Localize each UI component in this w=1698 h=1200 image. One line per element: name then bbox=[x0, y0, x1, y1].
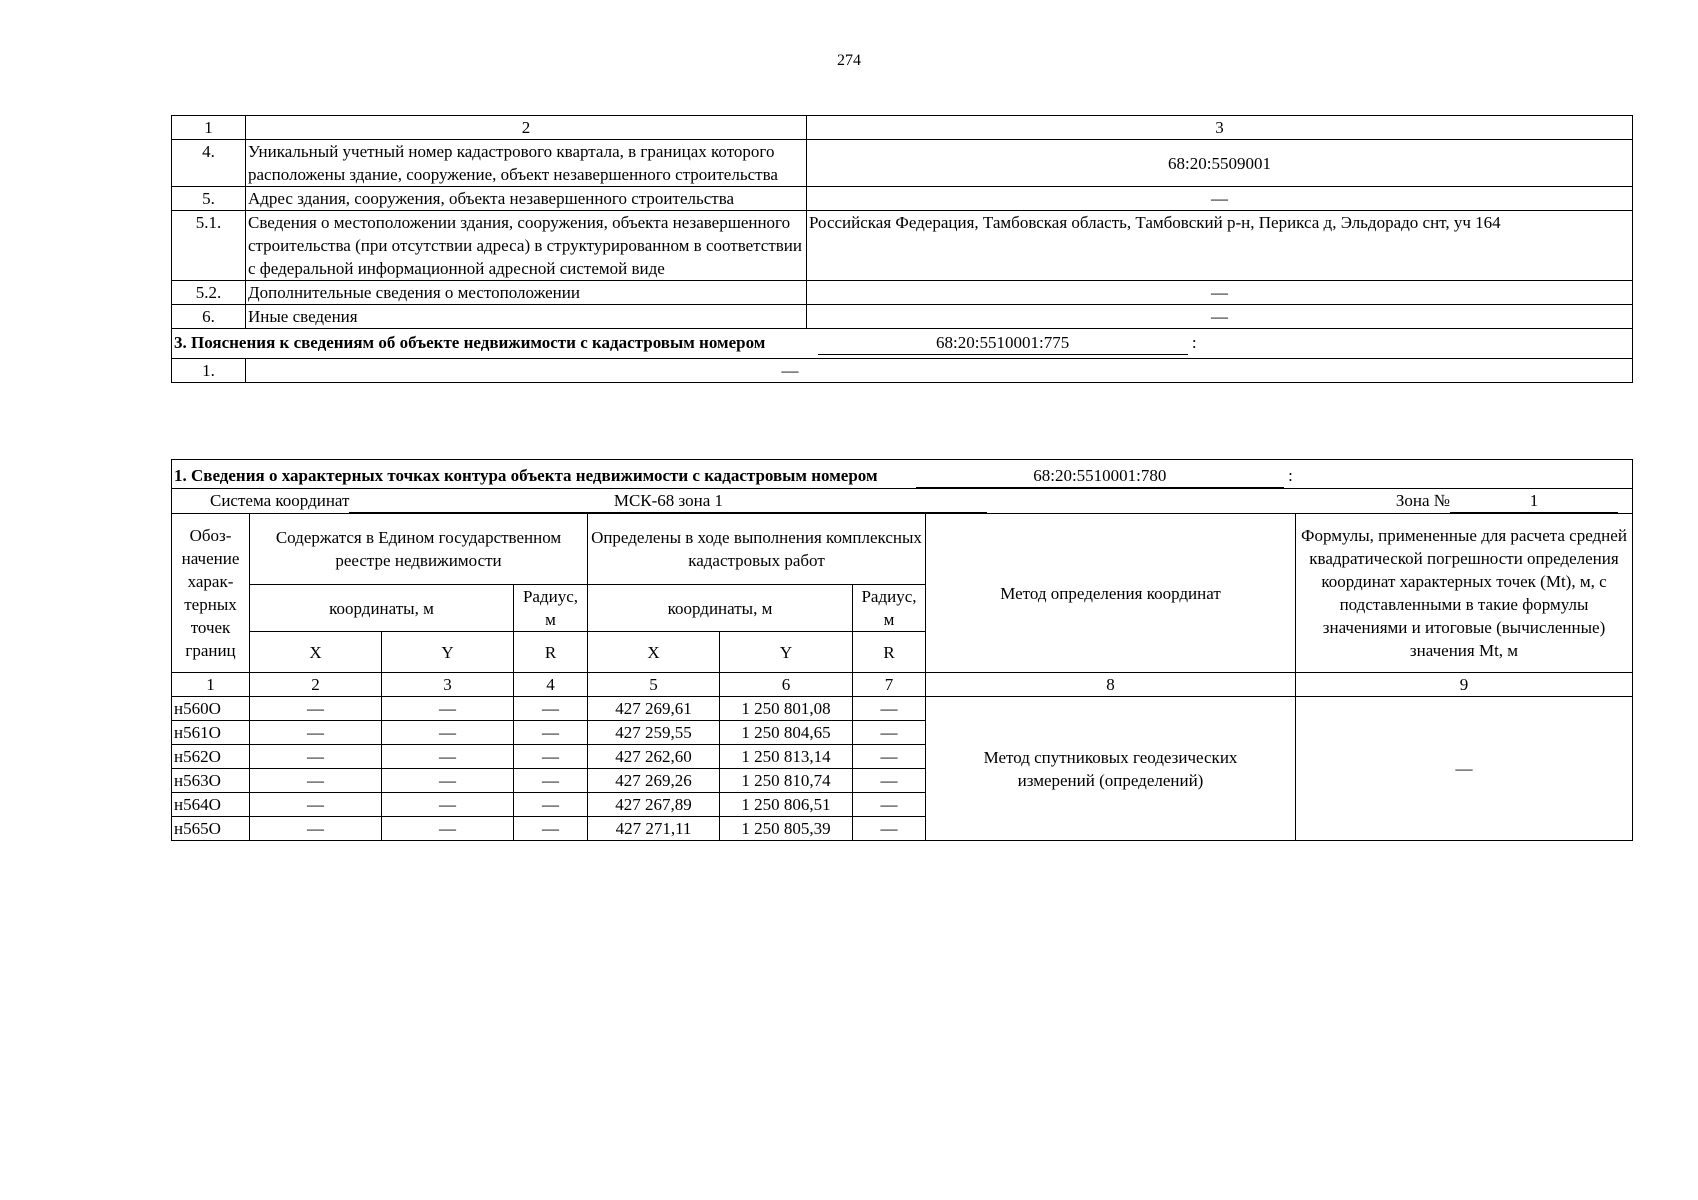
r-header: R bbox=[514, 632, 588, 673]
col-number: 7 bbox=[853, 673, 926, 697]
coords-header: координаты, м bbox=[588, 585, 853, 632]
kkr-x: 427 259,55 bbox=[588, 721, 720, 745]
radius-header: Радиус, м bbox=[514, 585, 588, 632]
kkr-header: Определены в ходе выполнения комплексных кадастровых работ bbox=[588, 514, 926, 585]
kkr-x: 427 267,89 bbox=[588, 793, 720, 817]
col-number: 8 bbox=[926, 673, 1296, 697]
row-number: 5.2. bbox=[172, 281, 246, 305]
table-row bbox=[172, 140, 1633, 187]
egrn-header: Содержатся в Едином государственном реестре недвижимости bbox=[250, 514, 588, 585]
table-row bbox=[172, 697, 1633, 721]
kkr-r: — bbox=[853, 745, 926, 769]
row-label: Уникальный учетный номер кадастрового квартала, в границах которого расположены здание, сооружение, объект незавершенного строительства bbox=[246, 140, 807, 187]
object-info-table bbox=[171, 115, 1633, 383]
egrn-y: — bbox=[382, 721, 514, 745]
col-number: 1 bbox=[172, 116, 246, 140]
row-number: 4. bbox=[172, 140, 246, 187]
egrn-y: — bbox=[382, 817, 514, 841]
col-number: 2 bbox=[246, 116, 807, 140]
kkr-r: — bbox=[853, 769, 926, 793]
col-number: 1 bbox=[172, 673, 250, 697]
point-id: н563О bbox=[172, 769, 250, 793]
x-header: X bbox=[588, 632, 720, 673]
coords-header: координаты, м bbox=[250, 585, 514, 632]
designation-header: Обоз-начение харак-терных точек границ bbox=[172, 514, 250, 673]
header-row-1 bbox=[172, 514, 1633, 585]
row-number: 6. bbox=[172, 305, 246, 329]
row-value: — bbox=[807, 187, 1633, 211]
row-value: — bbox=[246, 359, 1633, 383]
col-number: 2 bbox=[250, 673, 382, 697]
page-number: 274 bbox=[837, 52, 861, 69]
kkr-x: 427 269,26 bbox=[588, 769, 720, 793]
section3-title: 3. Пояснения к сведениям об объекте недвижимости с кадастровым номером bbox=[174, 333, 766, 352]
egrn-x: — bbox=[250, 769, 382, 793]
egrn-r: — bbox=[514, 793, 588, 817]
kkr-y: 1 250 810,74 bbox=[720, 769, 853, 793]
row-label: Сведения о местоположении здания, сооружения, объекта незавершенного строительства (при отсутствии адреса) в структурированном в соответствии с федеральной информационной адресной системой виде bbox=[246, 211, 807, 281]
radius-header: Радиус, м bbox=[853, 585, 926, 632]
row-number: 5. bbox=[172, 187, 246, 211]
y-header: Y bbox=[720, 632, 853, 673]
kkr-r: — bbox=[853, 697, 926, 721]
egrn-r: — bbox=[514, 769, 588, 793]
col-number: 3 bbox=[382, 673, 514, 697]
point-id: н564О bbox=[172, 793, 250, 817]
table-row bbox=[172, 305, 1633, 329]
formulas-header: Формулы, примененные для расчета средней квадратической погрешности определения координат характерных точек (Mt), м, с подставленными в такие формулы значениями и итоговые (вычисленные) значения Mt, м bbox=[1296, 514, 1633, 673]
y-header: Y bbox=[382, 632, 514, 673]
egrn-x: — bbox=[250, 721, 382, 745]
coord-system-label: Система координат bbox=[210, 491, 350, 510]
table-row bbox=[172, 281, 1633, 305]
x-header: X bbox=[250, 632, 382, 673]
kkr-y: 1 250 805,39 bbox=[720, 817, 853, 841]
egrn-x: — bbox=[250, 697, 382, 721]
row-value: 68:20:5509001 bbox=[807, 140, 1633, 187]
table-row bbox=[172, 187, 1633, 211]
row-value: — bbox=[807, 281, 1633, 305]
egrn-x: — bbox=[250, 793, 382, 817]
column-number-row bbox=[172, 116, 1633, 140]
kkr-y: 1 250 813,14 bbox=[720, 745, 853, 769]
characteristic-points-section bbox=[171, 459, 1633, 841]
row-label: Иные сведения bbox=[246, 305, 807, 329]
table-row bbox=[172, 211, 1633, 281]
col-number: 4 bbox=[514, 673, 588, 697]
method-header: Метод определения координат bbox=[926, 514, 1296, 673]
point-id: н560О bbox=[172, 697, 250, 721]
kkr-x: 427 271,11 bbox=[588, 817, 720, 841]
egrn-r: — bbox=[514, 721, 588, 745]
kkr-x: 427 269,61 bbox=[588, 697, 720, 721]
col-number: 9 bbox=[1296, 673, 1633, 697]
section3-cadastral-number: 68:20:5510001:775 bbox=[818, 331, 1188, 355]
kkr-r: — bbox=[853, 721, 926, 745]
section3-header-row bbox=[172, 329, 1633, 359]
points-title-row bbox=[172, 460, 1633, 489]
point-id: н565О bbox=[172, 817, 250, 841]
point-id: н562О bbox=[172, 745, 250, 769]
egrn-y: — bbox=[382, 697, 514, 721]
column-number-row bbox=[172, 673, 1633, 697]
row-value: — bbox=[807, 305, 1633, 329]
col-number: 6 bbox=[720, 673, 853, 697]
col-number: 3 bbox=[807, 116, 1633, 140]
egrn-r: — bbox=[514, 745, 588, 769]
col-number: 5 bbox=[588, 673, 720, 697]
egrn-y: — bbox=[382, 745, 514, 769]
egrn-y: — bbox=[382, 793, 514, 817]
kkr-x: 427 262,60 bbox=[588, 745, 720, 769]
formula-value: — bbox=[1296, 697, 1633, 841]
points-cadastral-number: 68:20:5510001:780 bbox=[916, 464, 1284, 488]
row-label: Дополнительные сведения о местоположении bbox=[246, 281, 807, 305]
egrn-x: — bbox=[250, 745, 382, 769]
row-number: 1. bbox=[172, 359, 246, 383]
zone-value: 1 bbox=[1450, 489, 1618, 513]
r-header: R bbox=[853, 632, 926, 673]
row-number: 5.1. bbox=[172, 211, 246, 281]
kkr-y: 1 250 806,51 bbox=[720, 793, 853, 817]
points-title: 1. Сведения о характерных точках контура объекта недвижимости с кадастровым номером bbox=[174, 466, 878, 485]
zone-label: Зона № bbox=[1395, 491, 1450, 510]
kkr-r: — bbox=[853, 793, 926, 817]
method-value: Метод спутниковых геодезических измерений (определений) bbox=[926, 697, 1296, 841]
section3-colon: : bbox=[1191, 333, 1197, 352]
kkr-r: — bbox=[853, 817, 926, 841]
kkr-y: 1 250 801,08 bbox=[720, 697, 853, 721]
egrn-r: — bbox=[514, 817, 588, 841]
egrn-y: — bbox=[382, 769, 514, 793]
table-row bbox=[172, 359, 1633, 383]
coord-system-value: МСК-68 зона 1 bbox=[349, 489, 987, 513]
row-value: Российская Федерация, Тамбовская область, Тамбовский р-н, Перикса д, Эльдорадо снт, уч 164 bbox=[807, 211, 1633, 281]
egrn-x: — bbox=[250, 817, 382, 841]
points-colon: : bbox=[1288, 466, 1293, 485]
egrn-r: — bbox=[514, 697, 588, 721]
point-id: н561О bbox=[172, 721, 250, 745]
coord-system-row bbox=[172, 489, 1633, 514]
kkr-y: 1 250 804,65 bbox=[720, 721, 853, 745]
row-label: Адрес здания, сооружения, объекта незавершенного строительства bbox=[246, 187, 807, 211]
